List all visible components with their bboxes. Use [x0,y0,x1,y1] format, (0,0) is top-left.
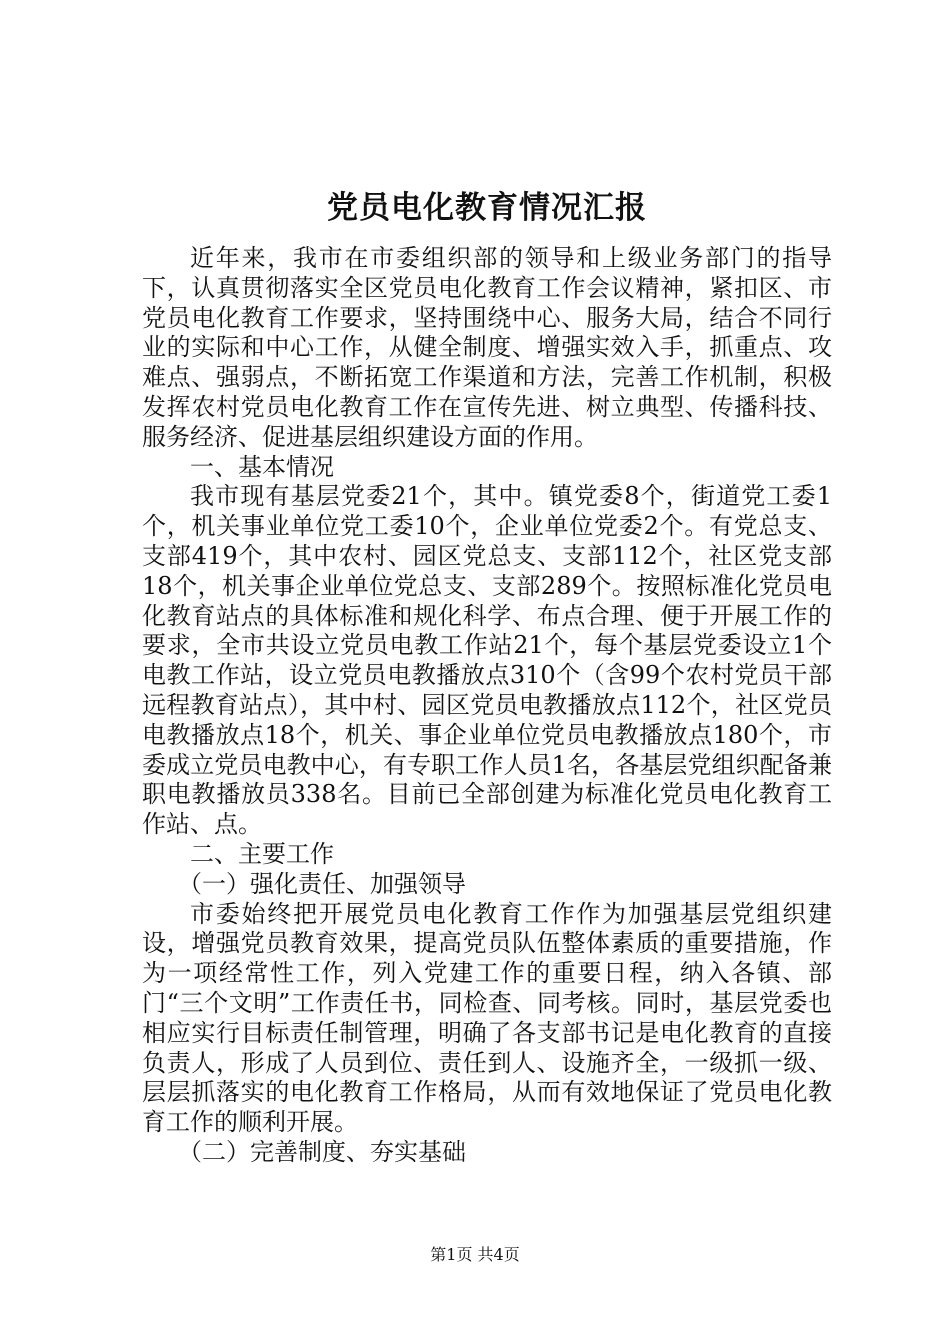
basic-situation-paragraph: 我市现有基层党委21个，其中。镇党委8个，街道党工委1个，机关事业单位党工委10个，企业单位党委2个。有党总支、支部419个，其中农村、园区党总支、支部112个，社区党支部18个，机关事企业单位党总支、支部289个。按照标准化党员电化教育站点的具体标准和规化科学、布点合理、便于开展工作的要求，全市共设立党员电教工作站21个，每个基层党委设立1个电教工作站，设立党员电教播放点310个（含99个农村党员干部远程教育站点），其中村、园区党员电教播放点112个，社区党员电教播放点18个，机关、事企业单位党员电教播放点180个，市委成立党员电教中心，有专职工作人员1名，各基层党组织配备兼职电教播放员338名。目前已全部创建为标准化党员电化教育工作站、点。 [142,482,832,839]
subheading-system: （二）完善制度、夯实基础 [178,1137,466,1166]
intro-paragraph: 近年来，我市在市委组织部的领导和上级业务部门的指导下，认真贯彻落实全区党员电化教育工作会议精神，紧扣区、市党员电化教育工作要求，坚持围绕中心、服务大局，结合不同行业的实际和中心工作，从健全制度、增强实效入手，抓重点、攻难点、强弱点，不断拓宽工作渠道和方法，完善工作机制，积极发挥农村党员电化教育工作在宣传先进、树立典型、传播科技、服务经济、促进基层组织建设方面的作用。 [142,244,832,451]
page-footer: 第1页 共4页 [430,1245,520,1264]
subheading-responsibility: （一）强化责任、加强领导 [178,869,466,898]
document-body [142,182,832,1168]
section-heading-main-work: 二、主要工作 [190,839,334,868]
document-title: 党员电化教育情况汇报 [327,190,647,226]
responsibility-paragraph: 市委始终把开展党员电化教育工作作为加强基层党组织建设，增强党员教育效果，提高党员队伍整体素质的重要措施，作为一项经常性工作，列入党建工作的重要日程，纳入各镇、部门“三个文明”工作责任书，同检查、同考核。同时，基层党委也相应实行目标责任制管理，明确了各支部书记是电化教育的直接负责人，形成了人员到位、责任到人、设施齐全，一级抓一级、层层抓落实的电化教育工作格局，从而有效地保证了党员电化教育工作的顺利开展。 [142,899,832,1137]
section-heading-basic: 一、基本情况 [190,452,334,481]
